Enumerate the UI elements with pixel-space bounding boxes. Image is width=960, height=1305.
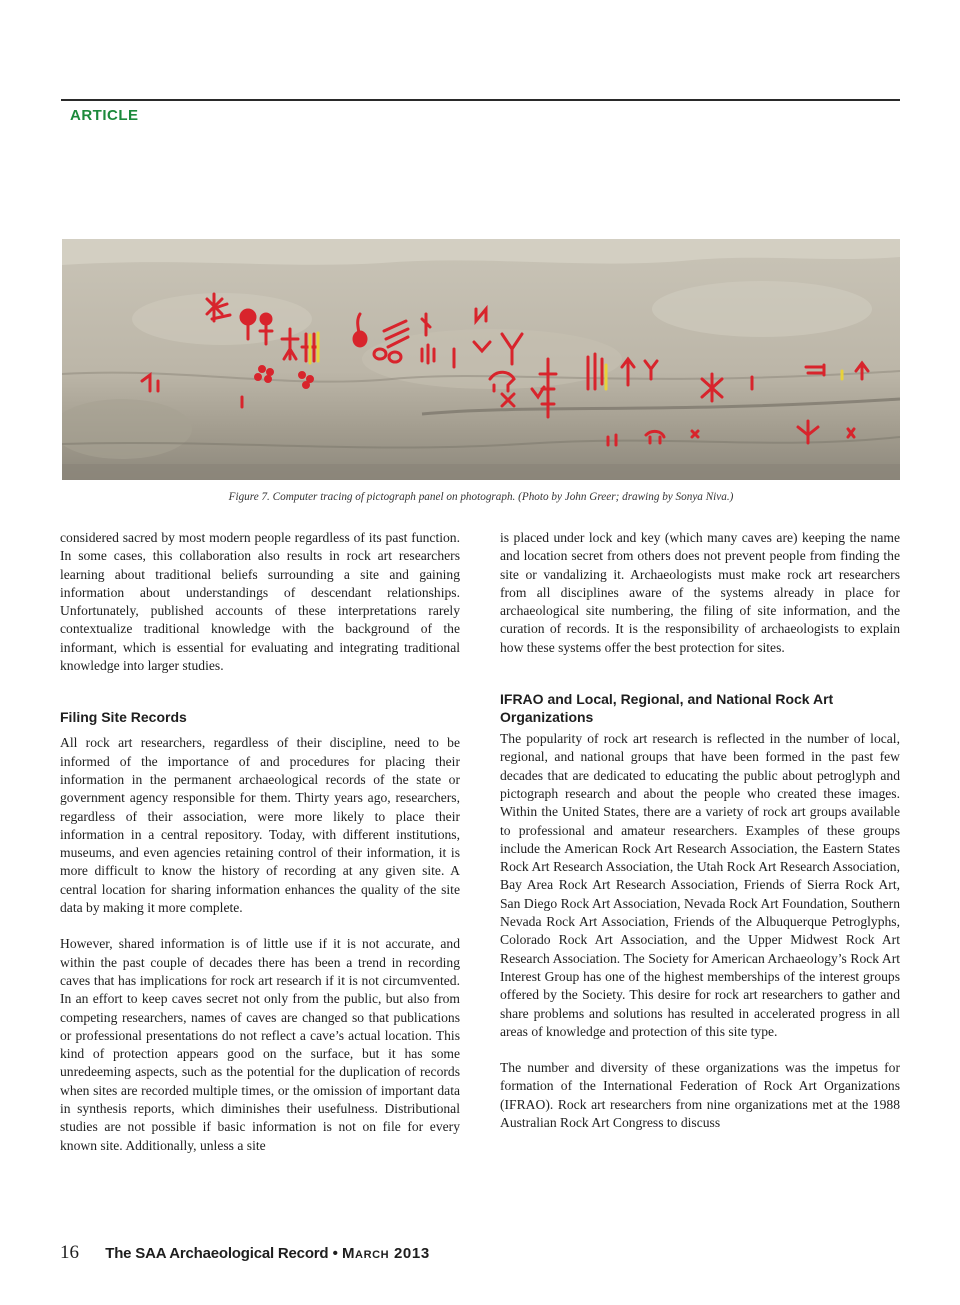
header-rule [61,99,900,101]
section-label: ARTICLE [70,107,139,124]
paragraph: The number and diversity of these organizations was the impetus for formation of the International Federation of Rock Art Organizations (IFRAO). Rock art researchers from nine organizations met at the 1988 Australian Rock Art Congress to discuss [500,1060,900,1131]
footer-separator: • [332,1245,338,1262]
left-column [60,529,460,1155]
pictograph-glyph [304,383,309,388]
pictograph-glyph [308,377,313,382]
pictograph-glyph [241,310,255,324]
pictograph-glyph [266,377,271,382]
paragraph: All rock art researchers, regardless of their discipline, need to be informed of the importance of and procedures for placing their information in the permanent archaeological records of the state or government agency responsible for them. Thirty years ago, researchers, regardless of their association, were more likely to place their information in a central repository. Today, with different institutions, museums, and even agencies retaining control of their information, it is more difficult to know the history of recording at any given site. A central location for sharing information enhances the quality of the site data by making it more complete. [60,735,460,916]
pictograph-glyph [256,375,261,380]
section-heading: IFRAO and Local, Regional, and National Rock Art Organizations [500,691,834,726]
right-column [500,529,900,1132]
paragraph: is placed under lock and key (which many caves are) keeping the name and location secret from others does not prevent people from finding the site or vandalizing it. Archaeologists must make rock art researchers from all disciplines aware of the systems already in place for archaeological site numbering, the filing of site information, and the curation of records. It is the responsibility of archaeologists to explain how these systems offer the best protection for sites. [500,530,900,655]
pictograph-figure [62,239,900,480]
pictograph-glyph [354,332,366,346]
pictograph-glyph [261,314,271,324]
pictograph-glyph [268,370,273,375]
journal-title: The SAA Archaeological Record [105,1245,329,1262]
section-heading: Filing Site Records [60,709,187,726]
issue-date: March 2013 [341,1245,430,1262]
pictograph-glyph [300,373,305,378]
pictograph-photo [62,239,900,480]
rock-floor [62,464,900,480]
rock-mottle [652,281,872,337]
pictograph-glyph [692,431,698,437]
page-footer [60,1242,430,1264]
pictograph-glyph [260,367,265,372]
paragraph: However, shared information is of little use if it is not accurate, and within the past couple of decades there has been a trend in recording caves that has implications for rock art research if it is not circumvented. In an effort to keep caves secret not only from the public, but also from competing researchers, names of caves are changed so that publications or professional presentations do not reflect a cave’s actual location. This kind of protection appears good on the surface, but it has some unredeeming aspects, such as the potential for the duplication of records when sites are recorded multiple times, or the omission of important data in synthesis reports, which diminishes their usefulness. Distributional studies are not possible if basic information is not on file for every known site. Additionally, unless a site [60,936,460,1153]
page-number: 16 [60,1242,79,1263]
paragraph: The popularity of rock art research is reflected in the number of local, regional, and national groups that have been formed in the past few decades that are dedicated to educating the public about petroglyph and pictograph research and about the people who created these images. Within the United States, there are a variety of rock art groups available to professional and amateur researchers. Examples of these groups include the American Rock Art Research Association, the Eastern States Rock Art Research Association, the Utah Rock Art Research Association, Bay Area Rock Art Research Association, Friends of Sierra Rock Art, San Diego Rock Art Association, Nevada Rock Art Foundation, Southern Nevada Rock Art Association, Friends of the Albuquerque Petroglyphs, Colorado Rock Art Association, and the Upper Midwest Rock Art Research Association. The Society for American Archaeology’s Rock Art Interest Group has one of the highest memberships of the interest groups offered by the Society. This desire for rock art researchers to gather and share problems and solutions has resulted in accelerated progress in all areas of knowledge and protection of this site type. [500,731,900,1039]
figure-caption: Figure 7. Computer tracing of pictograph panel on photograph. (Photo by John Greer; drawing by Sonya Niva.) [228,491,734,503]
paragraph: considered sacred by most modern people regardless of its past function. In some cases, this collaboration also results in rock art researchers learning about traditional beliefs surrounding a site and gaining information about understandings of descendant relationships. Unfortunately, published accounts of these interpretations rarely contextualize traditional knowledge with the background of the informant, which is essential for evaluating and integrating traditional knowledge into larger studies. [60,530,460,674]
